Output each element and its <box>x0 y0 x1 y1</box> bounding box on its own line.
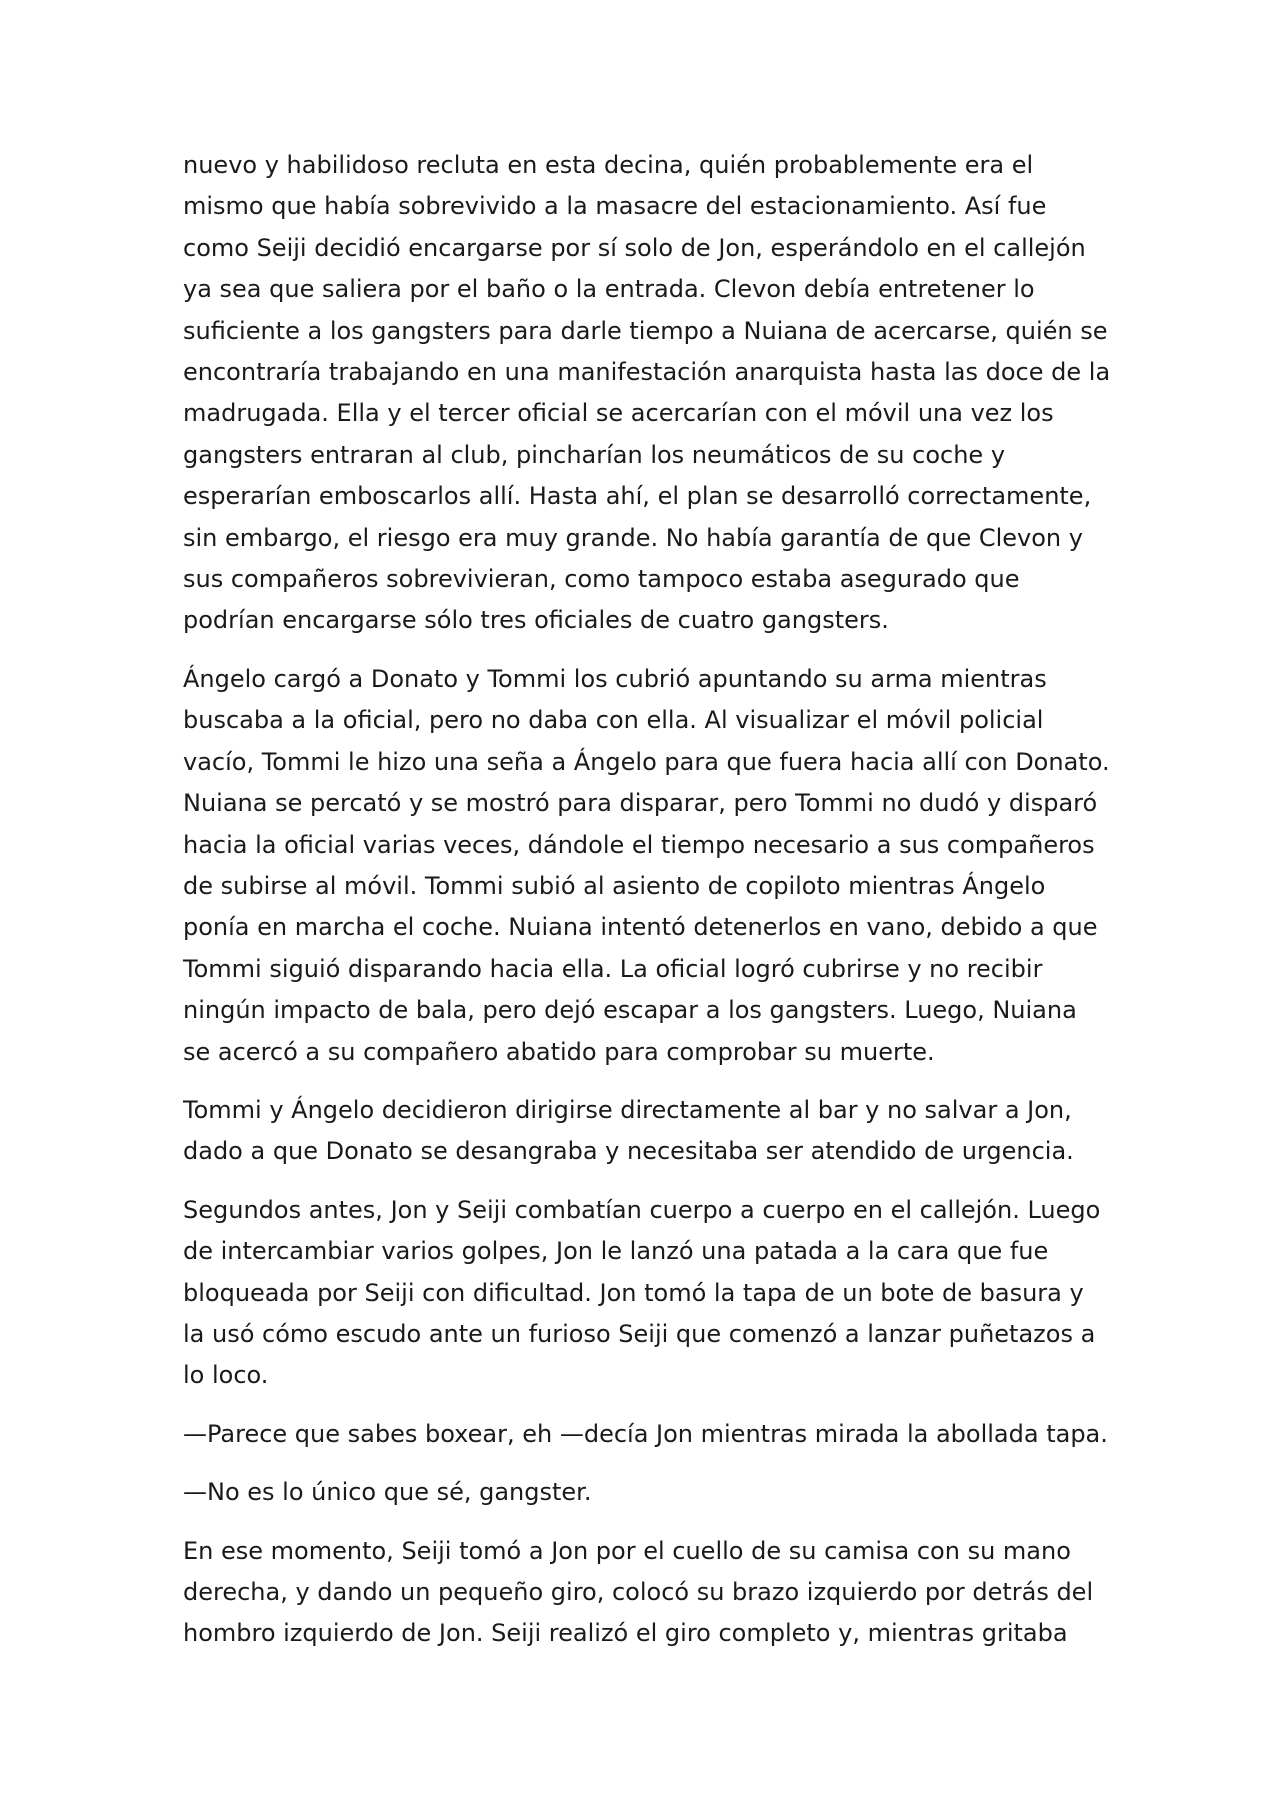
text-line: gangsters entraran al club, pincharían los neumáticos de su coche y <box>183 440 1006 469</box>
text-line: mismo que había sobrevivido a la masacre del estacionamiento. Así fue <box>183 192 1047 221</box>
paragraph-4 <box>183 1190 1103 1397</box>
text-line: de subirse al móvil. Tommi subió al asiento de copiloto mientras Ángelo <box>183 871 1046 900</box>
text-line: buscaba a la oficial, pero no daba con ella. Al visualizar el móvil policial <box>183 706 1044 735</box>
text-line: bloqueada por Seiji con dificultad. Jon tomó la tapa de un bote de basura y <box>183 1278 1084 1307</box>
paragraph-3 <box>183 1090 1103 1173</box>
text-line: En ese momento, Seiji tomó a Jon por el cuello de su camisa con su mano <box>183 1536 1071 1565</box>
text-line: hombro izquierdo de Jon. Seiji realizó el giro completo y, mientras gritaba <box>183 1619 1068 1648</box>
text-line: Tommi y Ángelo decidieron dirigirse directamente al bar y no salvar a Jon, <box>183 1095 1072 1124</box>
text-line: hacia la oficial varias veces, dándole el tiempo necesario a sus compañeros <box>183 830 1095 859</box>
text-line: ponía en marcha el coche. Nuiana intentó detenerlos en vano, debido a que <box>183 913 1098 942</box>
text-line: Tommi siguió disparando hacia ella. La oficial logró cubrirse y no recibir <box>183 954 1043 983</box>
text-line: sin embargo, el riesgo era muy grande. No había garantía de que Clevon y <box>183 523 1083 552</box>
text-line: —No es lo único que sé, gangster. <box>183 1478 592 1507</box>
text-line: como Seiji decidió encargarse por sí solo de Jon, esperándolo en el callejón <box>183 233 1086 262</box>
text-line: ningún impacto de bala, pero dejó escapar a los gangsters. Luego, Nuiana <box>183 996 1077 1025</box>
text-line: se acercó a su compañero abatido para comprobar su muerte. <box>183 1037 935 1066</box>
text-line: esperarían emboscarlos allí. Hasta ahí, el plan se desarrolló correctamente, <box>183 482 1092 511</box>
text-line: —Parece que sabes boxear, eh —decía Jon mientras mirada la abollada tapa. <box>183 1419 1108 1448</box>
text-line: Ángelo cargó a Donato y Tommi los cubrió apuntando su arma mientras <box>183 664 1047 693</box>
text-line: ya sea que saliera por el baño o la entrada. Clevon debía entretener lo <box>183 275 1035 304</box>
text-line: sus compañeros sobrevivieran, como tampoco estaba asegurado que <box>183 565 1020 594</box>
page-body-text <box>183 145 1111 1672</box>
text-line: la usó cómo escudo ante un furioso Seiji que comenzó a lanzar puñetazos a <box>183 1319 1096 1348</box>
text-line: de intercambiar varios golpes, Jon le lanzó una patada a la cara que fue <box>183 1237 1049 1266</box>
paragraph-7 <box>183 1531 1103 1655</box>
text-line: podrían encargarse sólo tres oficiales de cuatro gangsters. <box>183 606 889 635</box>
text-line: madrugada. Ella y el tercer oficial se acercarían con el móvil una vez los <box>183 399 1054 428</box>
text-line: Nuiana se percató y se mostró para disparar, pero Tommi no dudó y disparó <box>183 789 1098 818</box>
dialogue-line-seiji <box>183 1472 1103 1513</box>
text-line: encontraría trabajando en una manifestación anarquista hasta las doce de la <box>183 358 1111 387</box>
text-line: lo loco. <box>183 1361 269 1390</box>
text-line: Segundos antes, Jon y Seiji combatían cuerpo a cuerpo en el callejón. Luego <box>183 1195 1101 1224</box>
text-line: vacío, Tommi le hizo una seña a Ángelo para que fuera hacia allí con Donato. <box>183 747 1110 776</box>
text-line: derecha, y dando un pequeño giro, colocó su brazo izquierdo por detrás del <box>183 1578 1094 1606</box>
text-line: nuevo y habilidoso recluta en esta decina, quién probablemente era el <box>183 151 1034 179</box>
text-line: dado a que Donato se desangraba y necesitaba ser atendido de urgencia. <box>183 1137 1074 1166</box>
paragraph-1 <box>183 145 1111 642</box>
text-line: suficiente a los gangsters para darle tiempo a Nuiana de acercarse, quién se <box>183 316 1108 345</box>
dialogue-line-jon <box>183 1414 1108 1455</box>
paragraph-2 <box>183 659 1110 1073</box>
